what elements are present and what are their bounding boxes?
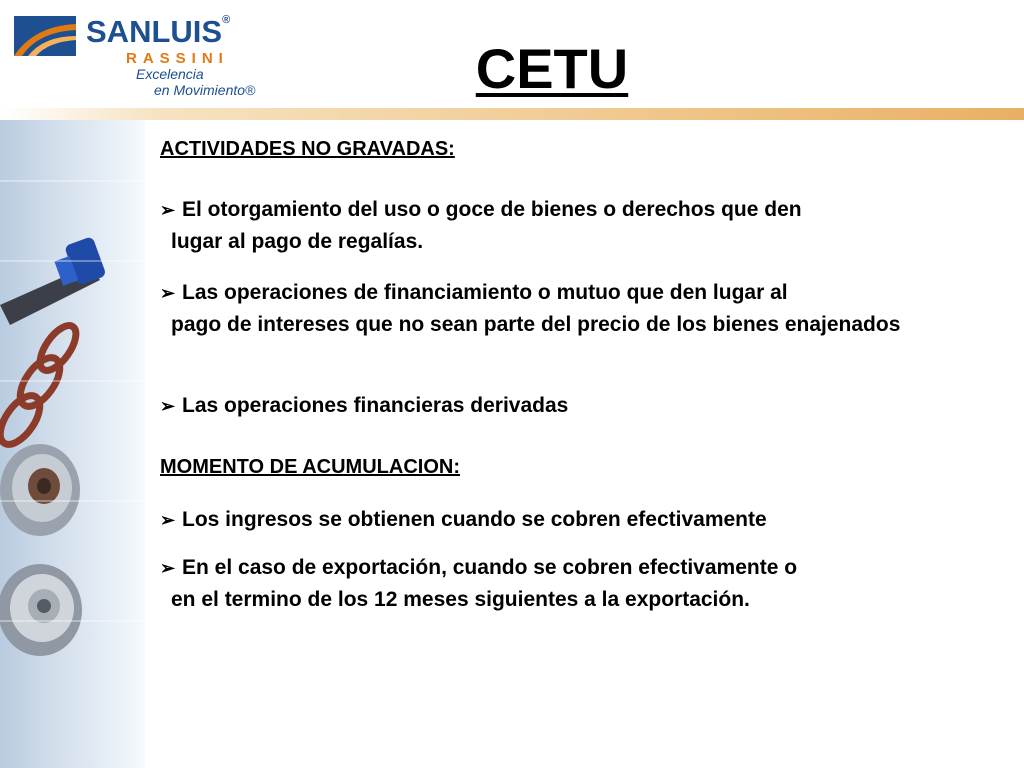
- auto-parts-illustration: [0, 120, 145, 768]
- brake-disc-icon: [0, 444, 80, 536]
- logo-tagline-1: Excelencia: [136, 66, 204, 82]
- brake-rotor-icon: [0, 564, 82, 656]
- section-heading-momento: MOMENTO DE ACUMULACION:: [160, 456, 460, 478]
- logo-brand-text: SANLUIS®: [86, 14, 231, 49]
- coil-spring-icon: [0, 320, 83, 451]
- slide-title: CETU: [475, 37, 629, 100]
- list-item: ➢ En el caso de exportación, cuando se cobren efectivamente o en el termino de los 12 meses siguientes a la exportación.: [160, 552, 994, 615]
- list-item: ➢ Los ingresos se obtienen cuando se cobren efectivamente: [160, 504, 994, 536]
- arrowhead-bullet-icon: ➢: [160, 558, 176, 578]
- arrowhead-bullet-icon: ➢: [160, 510, 176, 530]
- shock-absorber-icon: [0, 236, 107, 325]
- logo-flag-icon: [14, 16, 76, 56]
- list-item: ➢ Las operaciones financieras derivadas: [160, 390, 994, 422]
- section-heading-actividades: ACTIVIDADES NO GRAVADAS:: [160, 138, 455, 160]
- company-logo: [14, 10, 264, 105]
- header-divider: [0, 108, 1024, 120]
- decorative-parts-strip: [0, 120, 145, 768]
- arrowhead-bullet-icon: ➢: [160, 396, 176, 416]
- list-item: ➢ Las operaciones de financiamiento o mutuo que den lugar al pago de intereses que no sean parte del precio de los bienes enajenados: [160, 277, 994, 340]
- arrowhead-bullet-icon: ➢: [160, 200, 176, 220]
- logo-subbrand-text: RASSINI: [126, 50, 229, 67]
- arrowhead-bullet-icon: ➢: [160, 283, 176, 303]
- logo-tagline-2: en Movimiento®: [154, 82, 256, 98]
- list-item: ➢ El otorgamiento del uso o goce de bienes o derechos que den lugar al pago de regalías.: [160, 194, 994, 257]
